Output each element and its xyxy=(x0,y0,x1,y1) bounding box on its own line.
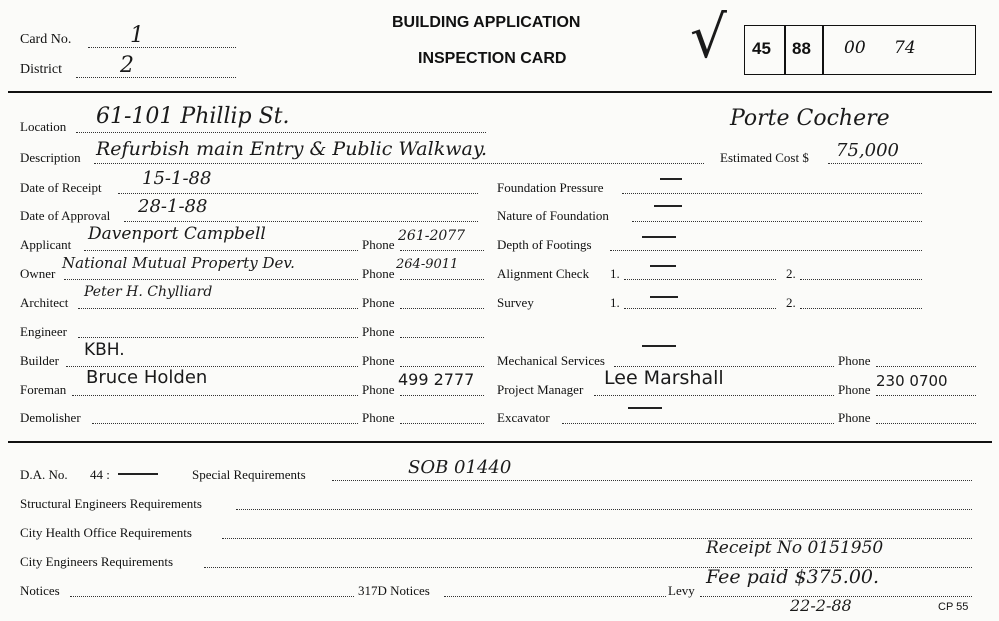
middle-rule xyxy=(8,441,992,443)
special-requirements-label: Special Requirements xyxy=(192,467,306,482)
architect-phone-label: Phone xyxy=(362,295,395,310)
card-title-line1: BUILDING APPLICATION xyxy=(392,14,581,31)
depth-of-footings-line xyxy=(610,250,922,251)
date-of-receipt-label: Date of Receipt xyxy=(20,180,102,195)
estimated-cost-value: 75,000 xyxy=(836,140,899,161)
engineer-label: Engineer xyxy=(20,324,67,339)
foundation-pressure-label: Foundation Pressure xyxy=(497,180,604,195)
levy-value: Fee paid $375.00. xyxy=(706,566,880,588)
date-of-approval-line xyxy=(124,221,478,222)
ref-divider-1 xyxy=(784,25,786,75)
engineer-phone-line xyxy=(400,337,484,338)
card-no-label: Card No. xyxy=(20,32,72,47)
demolisher-label: Demolisher xyxy=(20,410,81,425)
check-mark: √ xyxy=(690,3,727,71)
date-of-approval-value: 28-1-88 xyxy=(138,196,208,217)
alignment-check-line2 xyxy=(800,279,922,280)
card-title-line2: INSPECTION CARD xyxy=(418,50,567,67)
project-manager-phone-line xyxy=(876,395,976,396)
excavator-phone-label: Phone xyxy=(838,410,871,425)
engineer-phone-label: Phone xyxy=(362,324,395,339)
project-manager-line xyxy=(594,395,834,396)
mechanical-services-label: Mechanical Services xyxy=(497,353,605,368)
receipt-note: Receipt No 0151950 xyxy=(706,538,884,558)
builder-label: Builder xyxy=(20,353,59,368)
notices-317d-label: 317D Notices xyxy=(358,583,430,598)
foreman-line xyxy=(72,395,358,396)
da-no-label: D.A. No. xyxy=(20,467,68,482)
foreman-phone-label: Phone xyxy=(362,382,395,397)
builder-value: KBH. xyxy=(84,340,125,360)
engineer-line xyxy=(78,337,358,338)
survey-line1 xyxy=(624,308,776,309)
applicant-line xyxy=(84,250,358,251)
estimated-cost-label: Estimated Cost $ xyxy=(720,150,809,165)
location-label: Location xyxy=(20,119,67,134)
alignment-check-label: Alignment Check xyxy=(497,266,590,281)
da-no-dash xyxy=(118,473,158,475)
description-line xyxy=(94,163,704,164)
excavator-dash xyxy=(628,407,662,409)
demolisher-phone-label: Phone xyxy=(362,410,395,425)
applicant-label: Applicant xyxy=(20,237,72,252)
survey-num2: 2. xyxy=(786,295,796,310)
location-line xyxy=(76,132,486,133)
top-rule xyxy=(8,91,992,93)
card-no-value: 1 xyxy=(130,23,144,48)
applicant-phone-label: Phone xyxy=(362,237,395,252)
excavator-line xyxy=(562,423,834,424)
project-manager-phone-value: 230 0700 xyxy=(876,372,948,390)
applicant-phone-value: 261-2077 xyxy=(398,228,466,244)
architect-line xyxy=(78,308,358,309)
district-label: District xyxy=(20,62,62,77)
demolisher-line xyxy=(92,423,358,424)
structural-engineers-label: Structural Engineers Requirements xyxy=(20,496,202,511)
owner-value: National Mutual Property Dev. xyxy=(62,254,295,272)
card-no-line xyxy=(88,47,236,48)
mechanical-dash xyxy=(642,345,676,347)
builder-phone-label: Phone xyxy=(362,353,395,368)
foreman-label: Foreman xyxy=(20,382,67,397)
description-label: Description xyxy=(20,150,81,165)
architect-label: Architect xyxy=(20,295,69,310)
applicant-phone-line xyxy=(400,250,484,251)
owner-phone-label: Phone xyxy=(362,266,395,281)
date-of-receipt-value: 15-1-88 xyxy=(142,168,212,189)
applicant-value: Davenport Campbell xyxy=(88,224,266,244)
owner-phone-value: 264-9011 xyxy=(396,257,459,272)
location-value: 61-101 Phillip St. xyxy=(96,104,290,129)
project-manager-phone-label: Phone xyxy=(838,382,871,397)
location-note: Porte Cochere xyxy=(730,106,890,131)
form-code: CP 55 xyxy=(938,601,969,613)
foundation-pressure-dash xyxy=(660,178,682,180)
nature-of-foundation-line xyxy=(632,221,922,222)
survey-dash xyxy=(650,296,678,298)
mechanical-phone-label: Phone xyxy=(838,353,871,368)
nature-of-foundation-dash xyxy=(654,205,682,207)
nature-of-foundation-label: Nature of Foundation xyxy=(497,208,609,223)
mechanical-phone-line xyxy=(876,366,976,367)
ref-divider-2 xyxy=(822,25,824,75)
builder-phone-line xyxy=(400,366,484,367)
survey-label: Survey xyxy=(497,295,534,310)
excavator-label: Excavator xyxy=(497,410,550,425)
ref-cell-2: 88 xyxy=(792,39,811,58)
foreman-value: Bruce Holden xyxy=(86,367,208,388)
city-health-label: City Health Office Requirements xyxy=(20,525,192,540)
depth-of-footings-dash xyxy=(642,236,676,238)
structural-engineers-line xyxy=(236,509,972,510)
survey-line2 xyxy=(800,308,922,309)
date-of-receipt-line xyxy=(118,193,478,194)
architect-value: Peter H. Chylliard xyxy=(84,284,213,300)
date-note: 22-2-88 xyxy=(790,596,852,615)
architect-phone-line xyxy=(400,308,484,309)
da-no-value: 44 : xyxy=(90,467,110,482)
owner-phone-line xyxy=(400,279,484,280)
date-of-approval-label: Date of Approval xyxy=(20,208,111,223)
notices-317d-line xyxy=(444,596,666,597)
description-value: Refurbish main Entry & Public Walkway. xyxy=(96,138,488,160)
ref-cell-1: 45 xyxy=(752,39,771,58)
levy-label: Levy xyxy=(668,583,695,598)
depth-of-footings-label: Depth of Footings xyxy=(497,237,592,252)
special-requirements-line xyxy=(332,480,972,481)
alignment-check-line1 xyxy=(624,279,776,280)
foundation-pressure-line xyxy=(622,193,922,194)
special-requirements-value: SOB 01440 xyxy=(408,457,512,478)
estimated-cost-line xyxy=(828,163,922,164)
owner-label: Owner xyxy=(20,266,56,281)
district-line xyxy=(76,77,236,78)
ref-cell-3: 00 xyxy=(844,38,866,58)
city-engineers-label: City Engineers Requirements xyxy=(20,554,174,569)
ref-cell-4: 74 xyxy=(894,38,916,58)
excavator-phone-line xyxy=(876,423,976,424)
alignment-check-num1: 1. xyxy=(610,266,620,281)
district-value: 2 xyxy=(120,53,134,78)
project-manager-label: Project Manager xyxy=(497,382,584,397)
project-manager-value: Lee Marshall xyxy=(604,367,724,389)
owner-line xyxy=(64,279,358,280)
alignment-check-dash xyxy=(650,265,676,267)
demolisher-phone-line xyxy=(400,423,484,424)
notices-line xyxy=(70,596,354,597)
notices-label: Notices xyxy=(20,583,60,598)
alignment-check-num2: 2. xyxy=(786,266,796,281)
survey-num1: 1. xyxy=(610,295,620,310)
foreman-phone-line xyxy=(400,395,484,396)
foreman-phone-value: 499 2777 xyxy=(398,370,475,389)
